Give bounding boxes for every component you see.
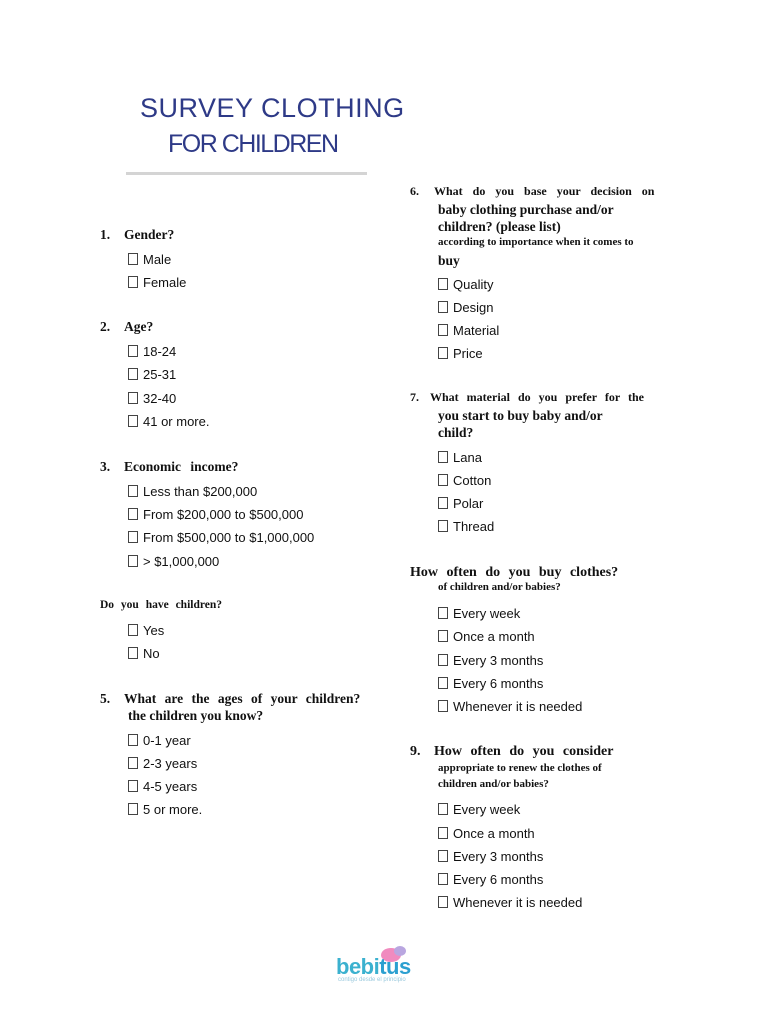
question-children: Do you have children? [100, 599, 223, 611]
question-decision-sub3: according to importance when it comes to [438, 236, 634, 248]
option-buy-once-month[interactable]: Once a month [438, 629, 535, 644]
option-age-32-40[interactable]: 32-40 [128, 391, 176, 406]
option-income-1[interactable]: Less than $200,000 [128, 484, 257, 499]
question-decision-sub1: baby clothing purchase and/or [438, 202, 614, 217]
question-material: 7. What material do you prefer for the [410, 390, 644, 404]
question-renew-sub1: appropriate to renew the clothes of [438, 762, 602, 774]
option-female[interactable]: Female [128, 275, 186, 290]
checkbox-icon[interactable] [438, 520, 448, 532]
checkbox-icon[interactable] [438, 803, 448, 815]
bebitus-logo [336, 944, 440, 984]
checkbox-icon[interactable] [128, 276, 138, 288]
option-5-or-more[interactable]: 5 or more. [128, 802, 202, 817]
checkbox-icon[interactable] [438, 324, 448, 336]
question-renew-frequency: 9. How often do you consider [410, 744, 614, 759]
option-2-3-years[interactable]: 2-3 years [128, 756, 197, 771]
option-yes[interactable]: Yes [128, 623, 164, 638]
question-material-sub2: child? [438, 425, 474, 440]
checkbox-icon[interactable] [438, 347, 448, 359]
checkbox-icon[interactable] [438, 630, 448, 642]
checkbox-icon[interactable] [438, 827, 448, 839]
checkbox-icon[interactable] [128, 368, 138, 380]
option-material[interactable]: Material [438, 323, 499, 338]
question-ages-children: 5. What are the ages of your children? [100, 691, 361, 706]
option-polar[interactable]: Polar [438, 496, 483, 511]
option-renew-when-needed[interactable]: Whenever it is needed [438, 895, 582, 910]
question-gender: 1. Gender? [100, 227, 175, 242]
option-renew-every-week[interactable]: Every week [438, 802, 520, 817]
title-divider [126, 172, 367, 175]
question-ages-children-sub: the children you know? [128, 708, 264, 723]
question-buy-frequency: How often do you buy clothes? [410, 565, 619, 580]
option-age-41-plus[interactable]: 41 or more. [128, 414, 209, 429]
question-decision-sub2: children? (please list) [438, 219, 561, 234]
question-decision: 6. What do you base your decision on [410, 184, 655, 198]
question-renew-sub2: children and/or babies? [438, 778, 549, 790]
option-income-4[interactable]: > $1,000,000 [128, 554, 219, 569]
checkbox-icon[interactable] [128, 485, 138, 497]
survey-subtitle: FOR CHILDREN [168, 130, 338, 158]
checkbox-icon[interactable] [128, 253, 138, 265]
checkbox-icon[interactable] [128, 345, 138, 357]
checkbox-icon[interactable] [128, 415, 138, 427]
question-decision-sub4: buy [438, 253, 460, 268]
checkbox-icon[interactable] [438, 654, 448, 666]
option-income-2[interactable]: From $200,000 to $500,000 [128, 507, 303, 522]
option-renew-every-3-months[interactable]: Every 3 months [438, 849, 543, 864]
option-buy-when-needed[interactable]: Whenever it is needed [438, 699, 582, 714]
logo-wordmark: bebitus [336, 954, 411, 979]
option-buy-every-6-months[interactable]: Every 6 months [438, 676, 543, 691]
checkbox-icon[interactable] [438, 474, 448, 486]
checkbox-icon[interactable] [128, 803, 138, 815]
logo-tagline: contigo desde el principio [338, 977, 406, 983]
checkbox-icon[interactable] [438, 850, 448, 862]
question-age: 2. Age? [100, 319, 154, 334]
checkbox-icon[interactable] [128, 734, 138, 746]
survey-title: SURVEY CLOTHING [140, 93, 405, 123]
checkbox-icon[interactable] [128, 531, 138, 543]
checkbox-icon[interactable] [128, 555, 138, 567]
checkbox-icon[interactable] [438, 497, 448, 509]
checkbox-icon[interactable] [128, 757, 138, 769]
option-income-3[interactable]: From $500,000 to $1,000,000 [128, 530, 314, 545]
checkbox-icon[interactable] [438, 301, 448, 313]
checkbox-icon[interactable] [438, 896, 448, 908]
option-cotton[interactable]: Cotton [438, 473, 491, 488]
option-age-25-31[interactable]: 25-31 [128, 367, 176, 382]
option-buy-every-week[interactable]: Every week [438, 606, 520, 621]
checkbox-icon[interactable] [438, 700, 448, 712]
checkbox-icon[interactable] [128, 508, 138, 520]
option-lana[interactable]: Lana [438, 450, 482, 465]
checkbox-icon[interactable] [128, 624, 138, 636]
option-renew-every-6-months[interactable]: Every 6 months [438, 872, 543, 887]
option-renew-once-month[interactable]: Once a month [438, 826, 535, 841]
option-buy-every-3-months[interactable]: Every 3 months [438, 653, 543, 668]
option-0-1-year[interactable]: 0-1 year [128, 733, 191, 748]
option-age-18-24[interactable]: 18-24 [128, 344, 176, 359]
option-price[interactable]: Price [438, 346, 483, 361]
checkbox-icon[interactable] [438, 873, 448, 885]
option-quality[interactable]: Quality [438, 277, 493, 292]
question-material-sub1: you start to buy baby and/or [438, 408, 603, 423]
option-thread[interactable]: Thread [438, 519, 494, 534]
checkbox-icon[interactable] [128, 780, 138, 792]
option-design[interactable]: Design [438, 300, 493, 315]
option-4-5-years[interactable]: 4-5 years [128, 779, 197, 794]
checkbox-icon[interactable] [128, 647, 138, 659]
question-income: 3. Economic income? [100, 459, 239, 474]
option-no[interactable]: No [128, 646, 160, 661]
checkbox-icon[interactable] [438, 451, 448, 463]
checkbox-icon[interactable] [438, 607, 448, 619]
checkbox-icon[interactable] [438, 278, 448, 290]
checkbox-icon[interactable] [438, 677, 448, 689]
option-male[interactable]: Male [128, 252, 171, 267]
checkbox-icon[interactable] [128, 392, 138, 404]
question-buy-frequency-sub: of children and/or babies? [438, 581, 561, 593]
